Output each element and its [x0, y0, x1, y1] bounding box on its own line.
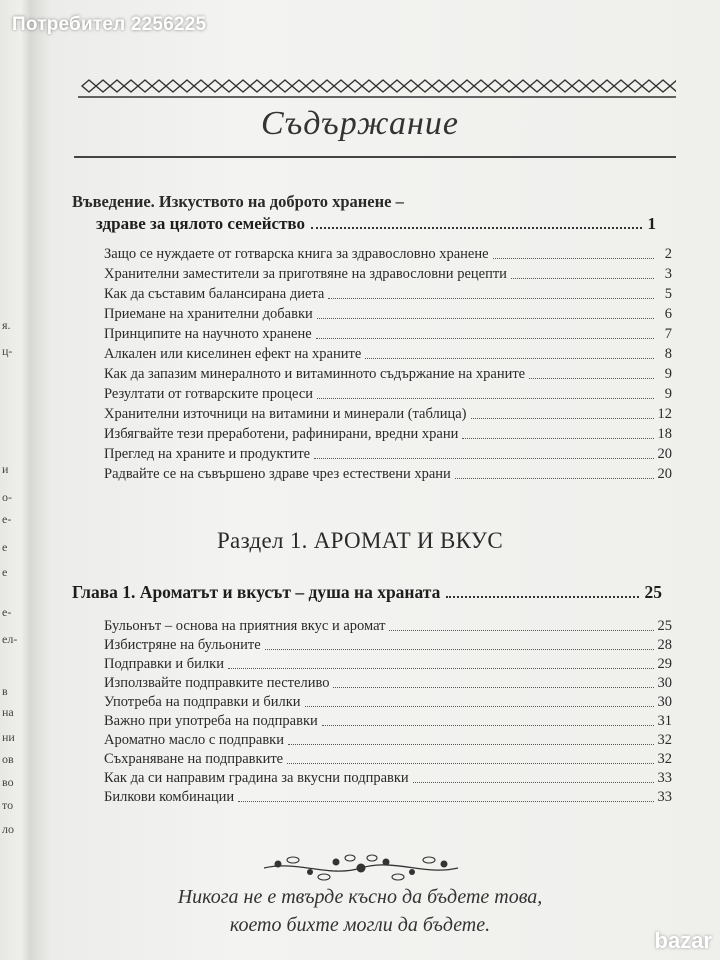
- floral-ornament: [258, 850, 464, 884]
- toc-item: Приемане на хранителни добавки 6: [104, 306, 672, 322]
- title-rule: [74, 156, 676, 158]
- toc-item: Хранителни източници на витамини и минерали (таблица) 12: [104, 406, 672, 422]
- toc-item: Как да запазим минералното и витаминното съдържание на храните 9: [104, 366, 672, 382]
- toc-item: Защо се нуждаете от готварска книга за здравословно хранене 2: [104, 246, 672, 262]
- toc-item: Употреба на подправки и билки 30: [104, 694, 672, 710]
- chapter-heading-text: Глава 1. Ароматът и вкусът – душа на храната: [72, 582, 441, 602]
- chapter-page: 25: [644, 582, 662, 602]
- dot-leader: [446, 596, 638, 598]
- toc-item: Билкови комбинации 33: [104, 789, 672, 805]
- toc-item: Алкален или киселинен ефект на храните 8: [104, 346, 672, 362]
- toc-item: Принципите на научното хранене 7: [104, 326, 672, 342]
- toc-item: Използвайте подправките пестеливо 30: [104, 675, 672, 691]
- toc-item: Ароматно масло с подправки 32: [104, 732, 672, 748]
- toc-item: Подправки и билки 29: [104, 656, 672, 672]
- section-heading: Раздел 1. АРОМАТ И ВКУС: [216, 528, 504, 553]
- toc-item: Съхраняване на подправките 32: [104, 751, 672, 767]
- intro-heading-text: здраве за цялото семейство: [96, 214, 305, 233]
- intro-heading-line2: [96, 214, 656, 234]
- intro-heading-line1: Въведение. Изкуството на доброто хранене –: [72, 192, 404, 211]
- chapter-heading: [72, 582, 662, 603]
- toc-item: Избистряне на бульоните 28: [104, 637, 672, 653]
- bazar-logo: bazar: [654, 928, 712, 953]
- top-ornament: [78, 74, 676, 100]
- toc-item: Как да съставим балансирана диета 5: [104, 286, 672, 302]
- toc-item: Преглед на храните и продуктите 20: [104, 446, 672, 462]
- quote-line2: което бихте могли да бъдете.: [229, 914, 491, 936]
- page-title: Съдържание: [260, 105, 459, 142]
- toc-item: Бульонът – основа на приятния вкус и аромат 25: [104, 618, 672, 634]
- toc-item: Резултати от готварските процеси 9: [104, 386, 672, 402]
- watermark: Потребител 2256225: [12, 14, 207, 35]
- toc-item: Важно при употреба на подправки 31: [104, 713, 672, 729]
- toc-item: Хранителни заместители за приготвяне на здравословни рецепти 3: [104, 266, 672, 282]
- quote-line1: Никога не е твърде късно да бъдете това,: [177, 886, 543, 908]
- previous-page-edge: я. ц- и о- е- е е е- ел- в на ни ов во то ло: [0, 0, 30, 960]
- intro-page: 1: [647, 214, 656, 233]
- toc-item: Избягвайте тези преработени, рафинирани, вредни храни 18: [104, 426, 672, 442]
- toc-item: Радвайте се на съвършено здраве чрез естествени храни 20: [104, 466, 672, 482]
- toc-item: Как да си направим градина за вкусни подправки 33: [104, 770, 672, 786]
- dot-leader: [311, 227, 642, 229]
